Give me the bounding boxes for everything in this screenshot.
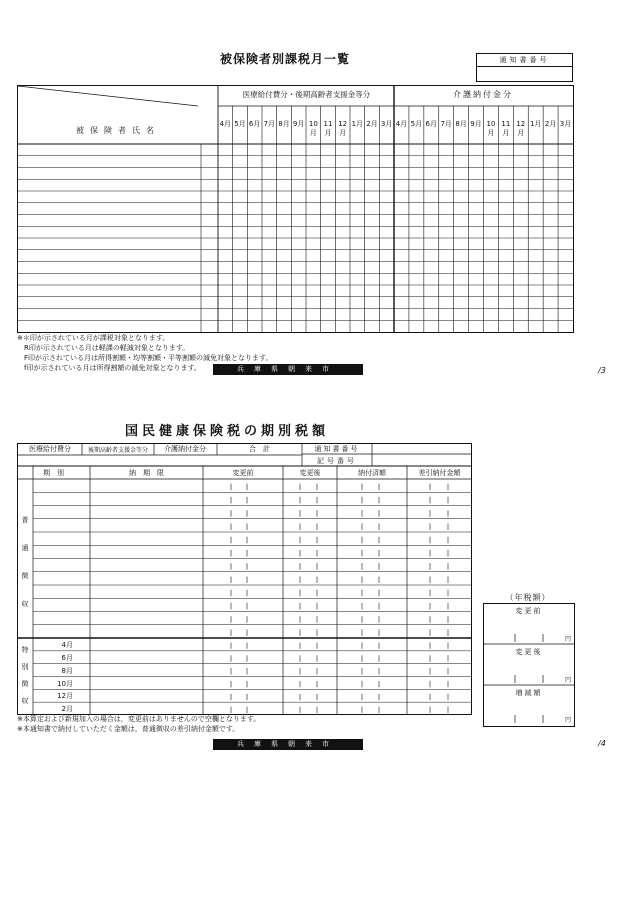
care-header: 介護納付金分 (453, 90, 513, 99)
footnote-line: ※本通知書で納付していただく金額は，普通徴収の差引納付金額です。 (17, 725, 240, 733)
yen-1: 円 (564, 636, 571, 643)
month-col-care: 8月 (455, 120, 467, 128)
month-col-care: 12月 (516, 120, 526, 137)
tax-column-header: 差引納付金額 (418, 469, 461, 477)
regular-collection-label: 徴 (21, 572, 29, 580)
month-col-medical: 7月 (263, 120, 276, 128)
regular-collection-label: 通 (21, 544, 29, 552)
month-col-care: 7月 (440, 120, 452, 128)
month-col-medical: 12月 (338, 120, 348, 137)
special-collection-label: 収 (21, 697, 29, 705)
total-col-label: 合 計 (249, 445, 270, 453)
month-col-care: 10月 (486, 120, 496, 137)
notice-number-box (476, 53, 573, 82)
care-col-label: 介護納付金分 (164, 445, 206, 453)
annual-tax-box (483, 592, 573, 727)
month-col-medical: 11月 (323, 120, 333, 137)
taxable-month-table (17, 85, 574, 333)
month-col-care: 9月 (470, 120, 482, 128)
month-col-medical: 3月 (380, 120, 393, 128)
month-col-care: 4月 (395, 120, 408, 128)
special-collection-label: 別 (21, 663, 29, 671)
regular-collection-label: 収 (21, 600, 29, 608)
special-month-label: 2月 (61, 705, 73, 714)
note-line: ※＊印が示されている月が課税対象となります。 (17, 334, 170, 342)
table-frame (18, 444, 472, 715)
tax-column-header: 変更後 (299, 469, 321, 477)
month-col-care: 6月 (425, 120, 438, 128)
tax-grid (17, 443, 472, 715)
tax-column-header: 納付済額 (358, 469, 386, 477)
note-line: f印が示されている月は所得割額の減免対象となります。 (17, 364, 201, 372)
month-col-care: 2月 (544, 120, 557, 128)
month-col-medical: 6月 (248, 120, 261, 128)
notice-number-label-2: 通知書番号 (314, 445, 360, 453)
tax-footnotes (17, 714, 260, 734)
note-line: F印が示されている月は所得割額・均等割額・平等割額の減免対象となります。 (17, 354, 273, 362)
city-name-1: 兵庫県朝来市 (213, 364, 363, 375)
medical-header: 医療給付費分・後期高齢者支援金等分 (242, 90, 371, 99)
note-line: R印が示されている月は軽課の軽減対象となります。 (17, 344, 190, 352)
tax-column-header: 納 期 限 (129, 469, 164, 477)
special-collection-label: 徴 (21, 680, 29, 688)
yen-2: 円 (564, 677, 571, 684)
month-col-medical: 2月 (366, 120, 378, 128)
month-col-care: 1月 (529, 120, 542, 128)
month-col-medical: 10月 (308, 120, 318, 137)
medical-col-label: 医療給付費分 (29, 445, 71, 453)
month-col-medical: 5月 (234, 120, 246, 128)
yen-3: 円 (564, 717, 571, 724)
month-col-medical: 1月 (351, 120, 364, 128)
annual-box-frame (483, 603, 575, 727)
month-col-care: 5月 (410, 120, 423, 128)
annual-before-label: 変更前 (515, 607, 543, 615)
tax-column-header: 変更前 (232, 469, 254, 477)
record-number-label: 記号番号 (317, 457, 357, 465)
special-month-label: 12月 (57, 692, 73, 701)
grid-line (18, 86, 198, 106)
month-col-medical: 4月 (219, 120, 232, 128)
notice-number-label: 通知書番号 (477, 54, 572, 67)
page-number-3: /3 (598, 366, 606, 375)
page-number-4: /4 (598, 739, 606, 748)
tax-column-header: 期 別 (43, 469, 64, 477)
special-collection-label: 特 (21, 646, 29, 654)
special-month-label: 4月 (61, 641, 73, 649)
month-col-medical: 8月 (278, 120, 290, 128)
annual-title: （年税額） (505, 593, 551, 602)
month-col-care: 11月 (501, 120, 511, 137)
month-col-care: 3月 (559, 120, 572, 128)
special-month-label: 8月 (61, 666, 73, 675)
annual-grid (484, 604, 574, 726)
list-title: 被保険者別課税月一覧 (220, 52, 351, 66)
month-col-medical: 9月 (292, 120, 305, 128)
tax-title: 国民健康保険税の期別税額 (125, 424, 330, 439)
annual-change-label: 増減額 (515, 689, 543, 697)
city-name-2: 兵庫県朝来市 (213, 739, 363, 750)
insured-name-header: 被保険者氏名 (76, 126, 160, 135)
footnote-line: ※本算定および新規加入の場合は，変更前はありませんので空欄となります。 (17, 715, 261, 723)
annual-after-label: 変更後 (515, 648, 543, 656)
special-month-label: 6月 (61, 653, 73, 662)
regular-collection-label: 普 (21, 516, 29, 524)
special-month-label: 10月 (57, 679, 73, 688)
support-col-label: 後期高齢者支援金等分 (87, 447, 148, 454)
